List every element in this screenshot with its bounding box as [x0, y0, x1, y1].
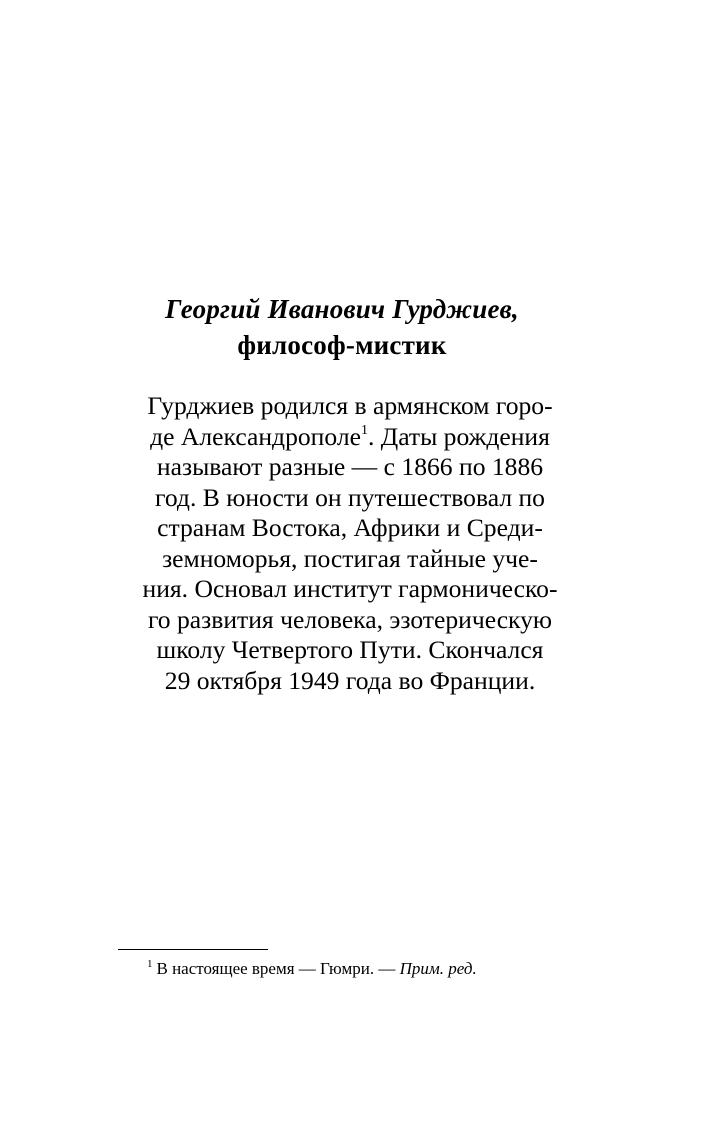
editor-note: Прим. ред.: [399, 959, 477, 978]
footnote-reference[interactable]: 1: [360, 422, 368, 438]
text-segment: де Александрополе: [150, 421, 361, 451]
text-segment: . Даты рождения: [367, 421, 550, 451]
text-line: 29 октября 1949 года во Франции.: [164, 665, 536, 695]
text-line: год. В юности он путешествовал по: [155, 482, 545, 512]
footnote-text: В настоящее время — Гюмри. —: [156, 959, 400, 978]
footnote-divider: [118, 949, 268, 950]
text-line: странам Востока, Африки и Среди-: [157, 513, 543, 542]
text-line: ния. Основал институт гармоническо-: [142, 574, 558, 603]
text-line: Гурджиев родился в армянском горо-: [147, 391, 553, 420]
text-line: называют разные — с 1866 по 1886: [156, 452, 544, 481]
text-line-with-footnote: [110, 422, 590, 453]
page-title: Георгий Иванович Гурджиев,: [165, 294, 519, 324]
footnote: [147, 956, 477, 982]
biography-paragraph: [110, 391, 590, 696]
footnote-marker: 1: [147, 958, 153, 970]
text-line: земноморья, постигая тайные уче-: [162, 543, 538, 573]
text-line: школу Четвертого Пути. Скончался: [156, 635, 544, 664]
text-line: го развития человека, эзотерическую: [147, 604, 553, 634]
page-subtitle: философ-мистик: [237, 330, 447, 360]
